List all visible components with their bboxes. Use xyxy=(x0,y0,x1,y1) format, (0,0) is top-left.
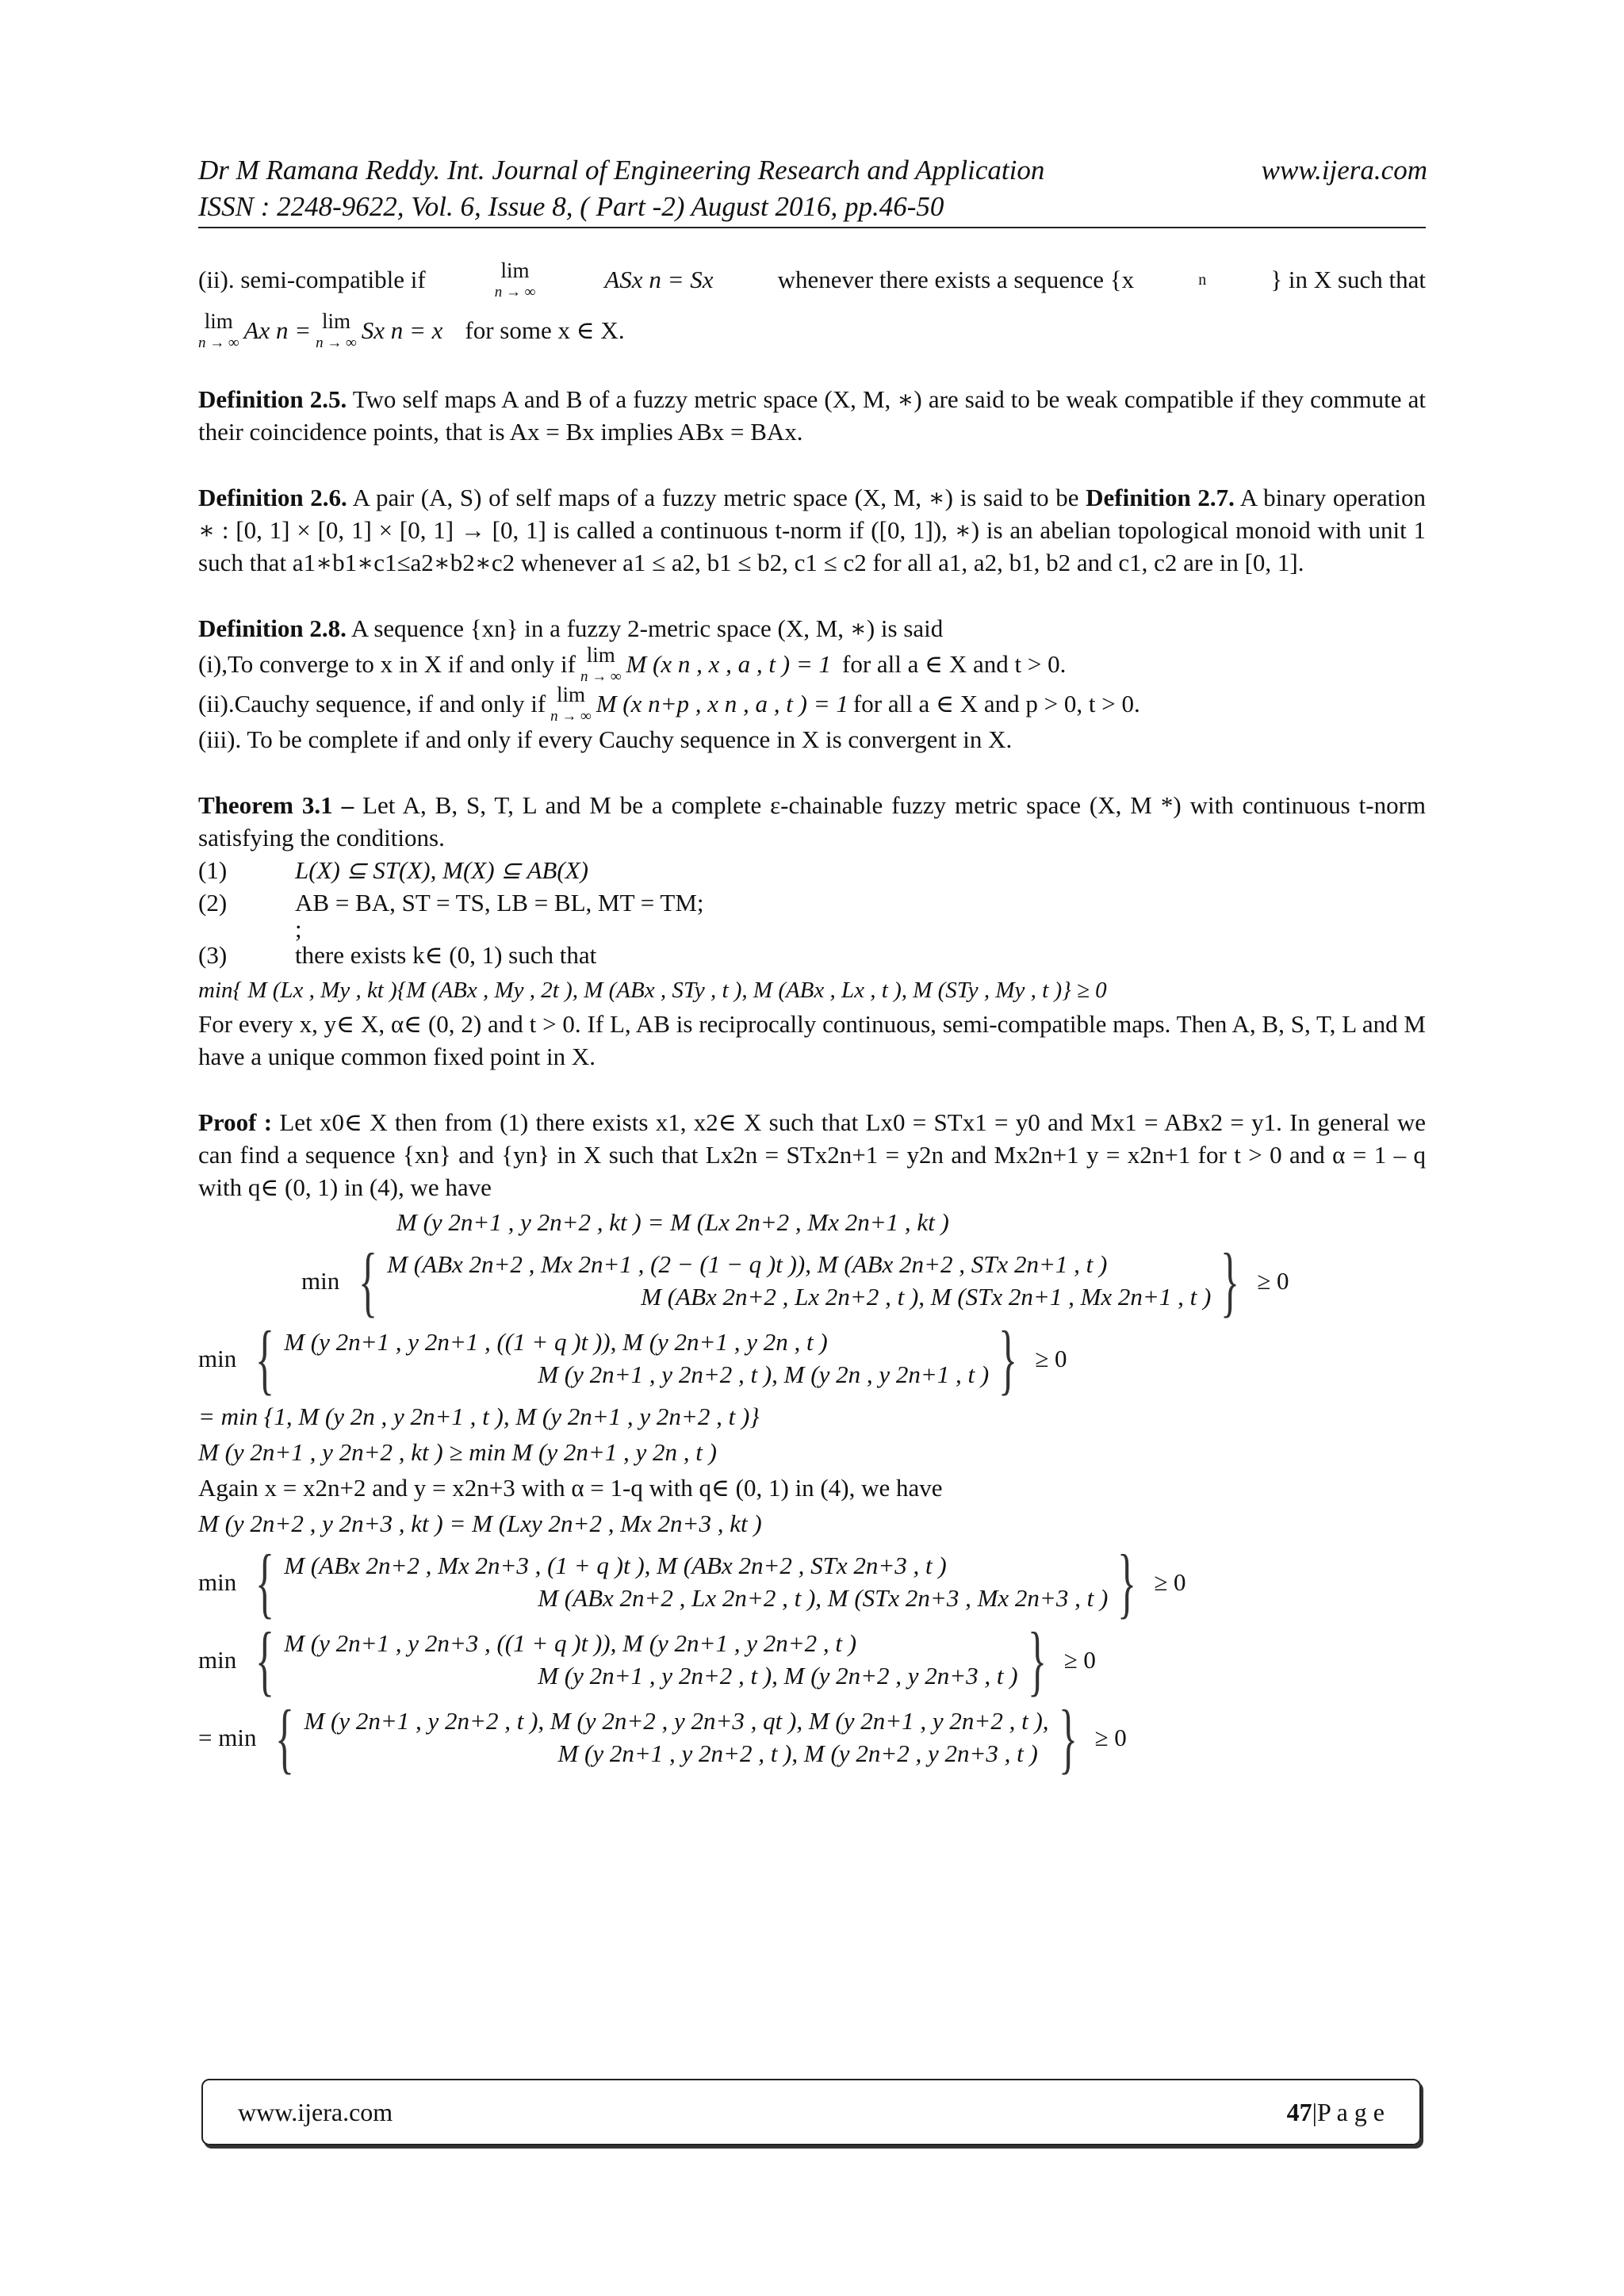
page-body: (ii). semi-compatible if lim n → ∞ ASx n = Sx whenever there exists a sequence {x n } in X such that lim n → ∞ Ax n = lim n → ∞ Sx n = x for some x ∈ X. Definition 2.5. Two self maps A and B of a fuzzy metric space (X, M, ∗) are said to be weak compatible if they commute at their coincidence points, that is Ax = Bx implies ABx = BAx. Definition 2.6. A pair (A, S) of self maps of a fuzzy metric space (X, M, ∗) is said to be Definition 2.7. A binary operation ∗ : [0, 1] × [0, 1] × [0, 1] → [0, 1] is called a continuous t-norm if ([0, 1]), ∗) is an abelian topological monoid with unit 1 such that a1∗b1∗c1≤a2∗b2∗c2 whenever a1 ≤ a2, b1 ≤ b2, c1 ≤ c2 for all a1, a2, b1, b2 and c1, c2 are in [0, 1]. Definition 2.8. A sequence {xn} in a fuzzy 2-metric space (X, M, ∗) is said (i),To converge to x in X if and only if lim n → ∞ M (x n , x , a , t ) = 1 for all a ∈ X and t > 0. (ii).Cauchy sequence, if and only if lim n → ∞ M (x n+p , x n , a , t ) = 1 for all a ∈ X and p > 0, t > 0. (iii). To be complete if and only if every Cauchy sequence in X is convergent in X. Theorem 3.1 – Let A, B, S, T, L and M be a complete ε-chainable fuzzy metric space (X, M *) with continuous t-norm satisfying the conditions. (1) L(X) ⊆ ST(X), M(X) ⊆ AB(X) (2) AB = BA, ST = TS, LB = BL, MT = TM; ; (3) there exists k∈ (0, 1) such that min{ M (Lx , My , kt ){M (ABx , My , 2t ), M (ABx , STy , t ), M (ABx , Lx , t ), M (STy , My , t )} ≥ 0 For every x, y∈ X, α∈ (0, 2) and t > 0. If L, AB is reciprocally continuous, semi-compatible maps. Then A, B, S, T, L and M have a unique common fixed point in X. Proof : Let x0∈ X then from (1) there exists x1, x2∈ X such that Lx0 = STx1 = y0 and Mx1 = ABx2 = y1. In general we can find a sequence {xn} and {yn} in X such that Lx2n = STx2n+1 = y2n and Mx2n+1 y = x2n+1 for t > 0 and α = 1 – q with q∈ (0, 1) in (4), we have M (y 2n+1 , y 2n+2 , kt ) = M (Lx 2n+2 , Mx 2n+1 , kt ) min { M (ABx 2n+2 , Mx 2n+1 , (2 − (1 − q )t )), M (ABx 2n+2 , STx 2n+1 , t ) M (ABx 2n+2 , Lx 2n+2 , t ), M (STx 2n+1 , Mx 2n+1 , t ) } ≥ 0 min { M (y 2n+1 , y 2n+1 , ((1 + q )t )), M (y 2n+1 , y 2n , t ) M (y 2n+1 , y 2n+2 , t ), M (y 2n , y 2n+1 , t ) } ≥ 0 = min {1, M (y 2n , y 2n+1 , t ), M (y 2n+1 , y 2n+2 , t )} M (y 2n+1 , y 2n+2 , kt ) ≥ min M (y 2n+1 , y 2n , t ) Again x = x2n+2 and y = x2n+3 with α = 1-q with q∈ (0, 1) in (4), we have M (y 2n+2 , y 2n+3 , kt ) = M (Lxy 2n+2 , Mx 2n+3 , kt ) min { M (ABx 2n+2 , Mx 2n+3 , (1 + q )t ), M (ABx 2n+2 , STx 2n+3 , t ) M (ABx 2n+2 , Lx 2n+2 , t ), M (STx 2n+3 , Mx 2n+3 , t ) } ≥ 0 min { M (y 2n+1 , y 2n+3 , ((1 + q )t )), M (y 2n+1 , y 2n+2 , t ) M (y 2n+1 , y 2n+2 , t ), M (y 2n+2 , y 2n+3 , t ) } ≥ 0 = min { M (y 2n+1 , y 2n+2 , t ), M (y 2n+2 , y 2n+3 , qt ), M (y 2n+1 , y 2n+2 , t ), M (y 2n+1 , y 2n+2 , t ), M (y 2n+2 , y 2n+3 , t ) } ≥ 0 xyxy=(198,258,1427,1781)
condition-3-inequality: min{ M (Lx , My , kt ){M (ABx , My , 2t ), M (ABx , STy , t ), M (ABx , Lx , t ), M (STy , My , t )} ≥ 0 xyxy=(198,977,1107,1003)
theorem-3-1: Theorem 3.1 – Let A, B, S, T, L and M be a complete ε-chainable fuzzy metric space (X, M *) with continuous t-norm satisfying the conditions. xyxy=(198,791,1427,852)
footer-page-number: 47|P a g e xyxy=(1286,2097,1385,2126)
condition-3: (3) there exists k∈ (0, 1) such that xyxy=(198,940,597,969)
header-website: www.ijera.com xyxy=(1261,155,1427,186)
equation: Sx n = x xyxy=(361,316,443,344)
proof-equation-9: = min { M (y 2n+1 , y 2n+2 , t ), M (y 2n+2 , y 2n+3 , qt ), M (y 2n+1 , y 2n+2 , t ), M (y 2n+1 , y 2n+2 , t ), M (y 2n+2 , y 2n+3 , t ) } ≥ 0 xyxy=(198,1693,1127,1781)
page-footer xyxy=(201,2079,1421,2145)
limit-operator: lim n → ∞ xyxy=(198,309,239,351)
condition-1: (1) L(X) ⊆ ST(X), M(X) ⊆ AB(X) xyxy=(198,856,588,885)
proof-equation-2: min { M (ABx 2n+2 , Mx 2n+1 , (2 − (1 − q )t )), M (ABx 2n+2 , STx 2n+1 , t ) M (ABx 2n+2 , Lx 2n+2 , t ), M (STx 2n+1 , Mx 2n+1 , t ) } ≥ 0 xyxy=(301,1237,1289,1326)
proof-again: Again x = x2n+2 and y = x2n+3 with α = 1-q with q∈ (0, 1) in (4), we have xyxy=(198,1474,943,1502)
limit-operator: lim n → ∞ xyxy=(580,643,622,686)
equation: Ax n = xyxy=(243,316,312,344)
proof-equation-3: min { M (y 2n+1 , y 2n+1 , ((1 + q )t )), M (y 2n+1 , y 2n , t ) M (y 2n+1 , y 2n+2 , t ), M (y 2n , y 2n+1 , t ) } ≥ 0 xyxy=(198,1314,1067,1403)
header-rule xyxy=(198,227,1426,228)
equation: M (x n+p , x n , a , t ) = 1 xyxy=(596,689,848,718)
limit-operator: lim n → ∞ xyxy=(494,258,536,300)
theorem-3-1-tail: For every x, y∈ X, α∈ (0, 2) and t > 0. If L, AB is reciprocally continuous, semi-compatible maps. Then A, B, S, T, L and M have a unique common fixed point in X. xyxy=(198,1009,1426,1070)
proof-intro: Proof : Let x0∈ X then from (1) there exists x1, x2∈ X such that Lx0 = STx1 = y0 and Mx1 = ABx2 = y1. In general we can find a sequence {xn} and {yn} in X such that Lx2n = STx2n+1 = y2n and Mx2n+1 y = x2n+1 for t > 0 and α = 1 – q with q∈ (0, 1) in (4), we have xyxy=(198,1108,1426,1201)
definition-2-8-ii: (ii).Cauchy sequence, if and only if lim n → ∞ M (x n+p , x n , a , t ) = 1 for all a ∈ X and p > 0, t > 0. xyxy=(198,683,1140,725)
proof-equation-7: min { M (ABx 2n+2 , Mx 2n+3 , (1 + q )t ), M (ABx 2n+2 , STx 2n+3 , t ) M (ABx 2n+2 , Lx 2n+2 , t ), M (STx 2n+3 , Mx 2n+3 , t ) } ≥ 0 xyxy=(198,1538,1186,1626)
equation: ASx n = Sx xyxy=(604,265,714,293)
header-issn: ISSN : 2248-9622, Vol. 6, Issue 8, ( Part -2) August 2016, pp.46-50 xyxy=(198,190,944,222)
footer-website: www.ijera.com xyxy=(238,2097,393,2126)
definition-2-5: Definition 2.5. Two self maps A and B of a fuzzy metric space (X, M, ∗) are said to be weak compatible if they commute at their coincidence points, that is Ax = Bx implies ABx = BAx. xyxy=(198,385,1426,446)
condition-2: (2) AB = BA, ST = TS, LB = BL, MT = TM; xyxy=(198,889,704,917)
limit-operator: lim n → ∞ xyxy=(550,683,592,725)
definition-2-8: Definition 2.8. A sequence {xn} in a fuzzy 2-metric space (X, M, ∗) is said xyxy=(198,614,944,642)
semi-compatible-line2: lim n → ∞ Ax n = lim n → ∞ Sx n = x for some x ∈ X. xyxy=(198,309,625,351)
header-journal: Dr M Ramana Reddy. Int. Journal of Engineering Research and Application xyxy=(198,155,1045,186)
proof-equation-5: M (y 2n+1 , y 2n+2 , kt ) ≥ min M (y 2n+1 , y 2n , t ) xyxy=(198,1438,717,1467)
definition-2-8-iii: (iii). To be complete if and only if every Cauchy sequence in X is convergent in X. xyxy=(198,725,1013,754)
definition-2-6: Definition 2.6. A pair (A, S) of self maps of a fuzzy metric space (X, M, ∗) is said to be Definition 2.7. A binary operation ∗ : [0, 1] × [0, 1] × [0, 1] → [0, 1] is called a continuous t-norm if ([0, 1]), ∗) is an abelian topological monoid with unit 1 such that a1∗b1∗c1≤a2∗b2∗c2 whenever a1 ≤ a2, b1 ≤ b2, c1 ≤ c2 for all a1, a2, b1, b2 and c1, c2 are in [0, 1]. xyxy=(198,483,1426,576)
running-header xyxy=(198,152,1427,224)
proof-equation-4: = min {1, M (y 2n , y 2n+1 , t ), M (y 2n+1 , y 2n+2 , t )} xyxy=(198,1402,760,1431)
proof-equation-6: M (y 2n+2 , y 2n+3 , kt ) = M (Lxy 2n+2 , Mx 2n+3 , kt ) xyxy=(198,1510,762,1538)
proof-equation-8: min { M (y 2n+1 , y 2n+3 , ((1 + q )t )), M (y 2n+1 , y 2n+2 , t ) M (y 2n+1 , y 2n+2 , t ), M (y 2n+2 , y 2n+3 , t ) } ≥ 0 xyxy=(198,1616,1096,1704)
equation: M (x n , x , a , t ) = 1 xyxy=(626,649,832,678)
definition-2-8-i: (i),To converge to x in X if and only if lim n → ∞ M (x n , x , a , t ) = 1 for all a ∈ X and t > 0. xyxy=(198,643,1067,686)
semi-compatible-line1: (ii). semi-compatible if lim n → ∞ ASx n = Sx whenever there exists a sequence {x n } in X such that xyxy=(198,258,1426,300)
proof-equation-1: M (y 2n+1 , y 2n+2 , kt ) = M (Lx 2n+2 , Mx 2n+1 , kt ) xyxy=(396,1208,949,1237)
limit-operator: lim n → ∞ xyxy=(316,309,357,351)
